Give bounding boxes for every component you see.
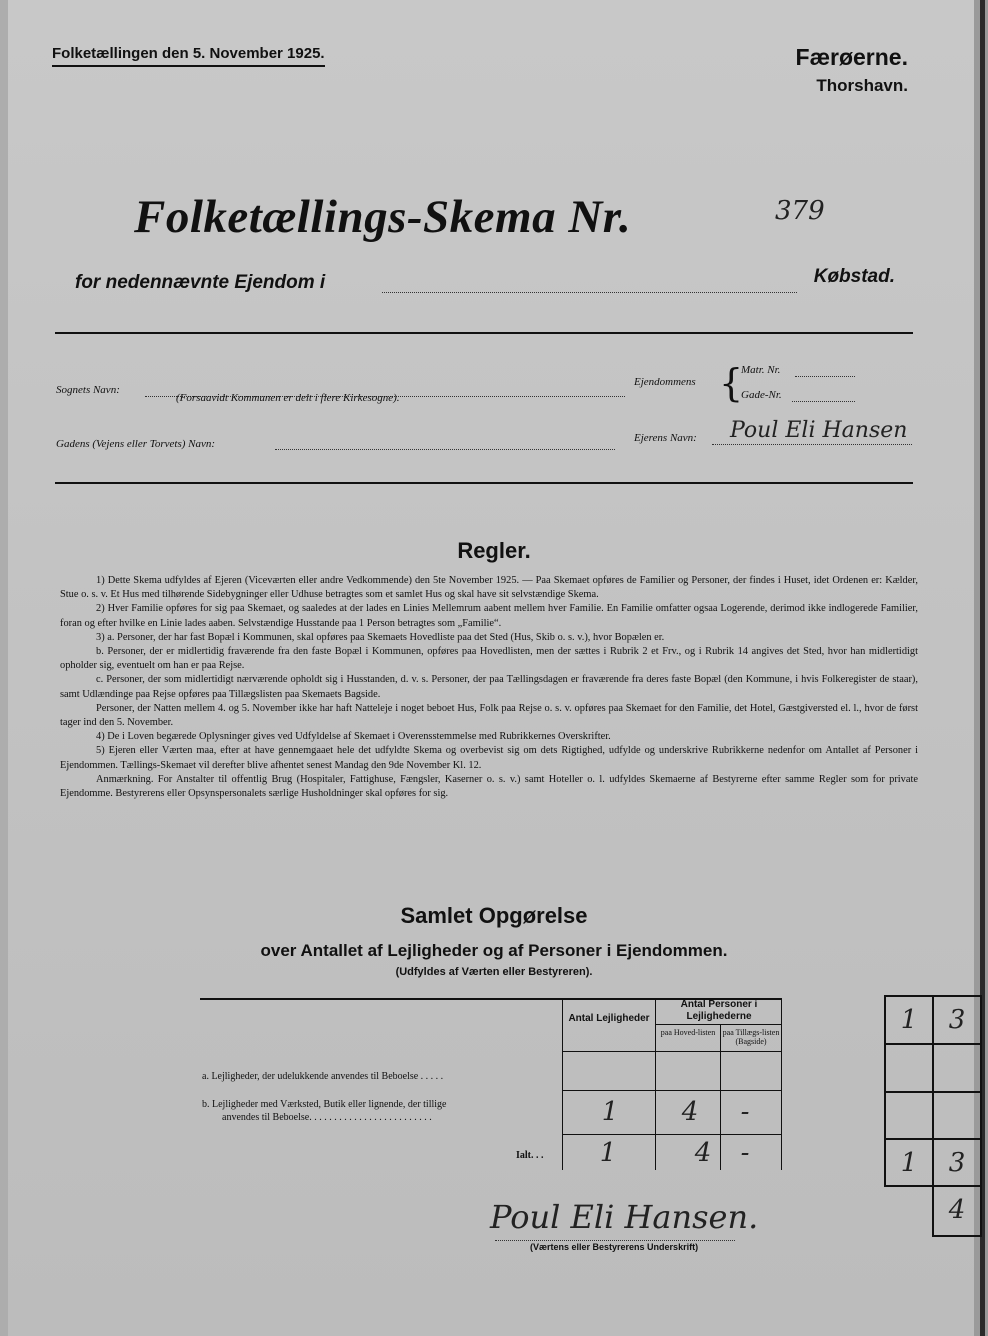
sidebox-row-line-0 [884, 995, 982, 997]
total-apartments: 1 [599, 1138, 617, 1168]
table-row-b-rule [562, 1134, 782, 1135]
sidebox-row-line-5 [932, 1235, 982, 1237]
table-head-rule [562, 1051, 782, 1052]
col-apartments-header: Antal Lejligheder [568, 1013, 650, 1024]
table-col-line-4 [781, 998, 782, 1170]
divider-fields [55, 482, 913, 484]
region-header: Færøerne. [795, 44, 908, 70]
row-b-label-2: anvendes til Beboelse. . . . . . . . . . . . . . . . . . . . . . . . . [222, 1112, 432, 1123]
rule-3-note: Personer, der Natten mellem 4. og 5. November ikke har haft Natteleje i noget beboet Hus, Folk paa Rejse o. s. v. opføres paa Skemaet for den Familie, det Hotel, Gæstgiversted el. l., hvor de først tager ind den 5. November. [60, 702, 918, 729]
subtitle-right: Købstad. [813, 266, 895, 287]
owner-label: Ejerens Navn: [634, 432, 697, 444]
rule-remark: Anmærkning. For Anstalter til offentlig Brug (Hospitaler, Fattighuse, Fængsler, Kaserner o. s. v.) samt Hoteller o. l. udfyldes Skemaerne af Bestyrerne efter samme Regler som for private Ejendomme. Bestyrerens eller Opsynspersonalets særlige Husholdninger skal opføres for sig. [60, 773, 918, 800]
owner-line [712, 444, 912, 445]
summary-note: (Udfyldes af Værten eller Bestyreren). [395, 966, 593, 978]
sidebox-cell-4-1: 4 [948, 1195, 966, 1225]
sidebox-right-border [980, 995, 982, 1237]
parish-label: Sognets Navn: [56, 384, 120, 396]
rule-3c: c. Personer, der som midlertidigt nærværende opholdt sig i Husstanden, d. v. s. Personer, der paa Tællingsdagen er fraværende fra deres faste Bopæl (den Kommune, i hvis Folkeregister de staar), samt Udlændinge paa Rejse opføres paa Tillægslisten paa Skemaets Bagside. [60, 674, 918, 700]
sidebox-cell-0-1: 3 [948, 1005, 966, 1035]
census-date-header: Folketællingen den 5. November 1925. [52, 45, 325, 67]
col-main-list-header: paa Hoved-listen [660, 1028, 716, 1037]
signature-line [495, 1240, 735, 1241]
sidebox-row-line-3 [884, 1138, 982, 1140]
rule-2: 2) Hver Familie opføres for sig paa Skemaet, og saaledes at der lades en Linies Mellemrum aabent mellem hver Familie. En Familie omfatter ogsaa Logerende, derimod ikke indlogerede Familier, foran og efter hvilke en Linie lades aaben. Selvstændige Husstande paa 1 Person betragtes som „Familie“. [60, 603, 918, 629]
table-col-line-1 [562, 998, 563, 1170]
sidebox-cell-3-0: 1 [900, 1148, 918, 1178]
property-label: Ejendommens [634, 376, 696, 388]
total-main-persons: 4 [694, 1138, 712, 1168]
municipality-line [382, 292, 797, 293]
row-a-label: a. Lejligheder, der udelukkende anvendes til Beboelse . . . . . [202, 1071, 444, 1082]
street-label: Gadens (Vejens eller Torvets) Navn: [56, 438, 216, 450]
house-number-label: Gade-Nr. [741, 389, 782, 401]
summary-subheading: over Antallet af Lejligheder og af Personer i Ejendommen. [260, 941, 728, 960]
col-persons-header: Antal Personer i Lejlighederne [680, 999, 758, 1022]
owner-name-handwritten: Poul Eli Hansen [730, 418, 908, 443]
form-title: Folketællings-Skema Nr. [134, 191, 632, 243]
rules-heading: Regler. [457, 538, 531, 563]
table-row-a-rule [562, 1090, 782, 1091]
row-b-apartments: 1 [601, 1097, 619, 1127]
rule-3b: b. Personer, der er midlertidig fraværende fra den faste Bopæl i Kommunen, opføres paa Hovedlisten, men der sættes i Rubrik 2 et Frv., og i Rubrik 14 angives det Sted, hvor han midlertidigt opholder sig, eventuelt om han er paa Rejse. [60, 646, 918, 672]
scan-edge-left [0, 0, 8, 1336]
matr-label: Matr. Nr. [741, 364, 781, 376]
row-b-label-1: b. Lejligheder med Værksted, Butik eller lignende, der tillige [202, 1099, 447, 1110]
row-b-supp-persons: - [740, 1097, 750, 1127]
sidebox-row-line-2 [884, 1091, 982, 1093]
sidebox-row-line-1 [884, 1043, 982, 1045]
rule-3a: 3) a. Personer, der har fast Bopæl i Kommunen, skal opføres paa Skemaets Hovedliste paa det Sted (Hus, Skib o. s. v.), hvor Bopælen er. [96, 631, 665, 643]
col-supp-list-header: paa Tillægs-listen (Bagside) [722, 1028, 780, 1046]
signature-caption: (Værtens eller Bestyrerens Underskrift) [530, 1242, 699, 1252]
sidebox-cell-3-1: 3 [948, 1148, 966, 1178]
sidebox-row-line-4 [884, 1185, 982, 1187]
form-number: 379 [775, 196, 825, 226]
signature-handwritten: Poul Eli Hansen. [490, 1198, 759, 1236]
rule-1: 1) Dette Skema udfyldes af Ejeren (Viceværten eller andre Vedkommende) den 5te November 1925. — Paa Skemaet opføres de Familier og Personer, der findes i Huset, idet Ordenen er: Kælder, Stue o. s. v. Et Hus med tilhørende Sidebygninger eller Udhuse betragtes som et samlet Hus og skal have sit selvstændige Skema. [60, 575, 918, 601]
subtitle-left: for nedennævnte Ejendom i [75, 272, 326, 293]
row-b-main-persons: 4 [681, 1097, 699, 1127]
rule-4: 4) De i Loven begærede Oplysninger gives ved Udfyldelse af Skemaet i Overensstemmelse med Rubrikkernes Overskrifter. [96, 731, 611, 743]
total-supp-persons: - [740, 1138, 750, 1168]
sidebox-cell-0-0: 1 [900, 1005, 918, 1035]
summary-heading: Samlet Opgørelse [400, 903, 588, 928]
matr-line [795, 376, 855, 377]
street-line [275, 449, 615, 450]
brace-symbol: { [719, 361, 744, 405]
house-number-line [792, 401, 855, 402]
parish-note: (Forsaavidt Kommunen er delt i flere Kirkesogne). [176, 392, 400, 404]
table-subhead-rule [655, 1024, 781, 1025]
town-header: Thorshavn. [816, 76, 908, 95]
rules-text [60, 574, 918, 801]
divider-top [55, 332, 913, 334]
row-total-label: Ialt. . . [516, 1150, 544, 1161]
rule-5: 5) Ejeren eller Værten maa, efter at have gennemgaaet hele det udfyldte Skema og overbevist sig om dets Rigtighed, udfylde og underskrive Rubrikkerne nedenfor om Antallet af Personer i Ejendommen. Tællings-Skemaet vil derefter blive afhentet senest Mandag den 9de November Kl. 12. [60, 745, 918, 771]
